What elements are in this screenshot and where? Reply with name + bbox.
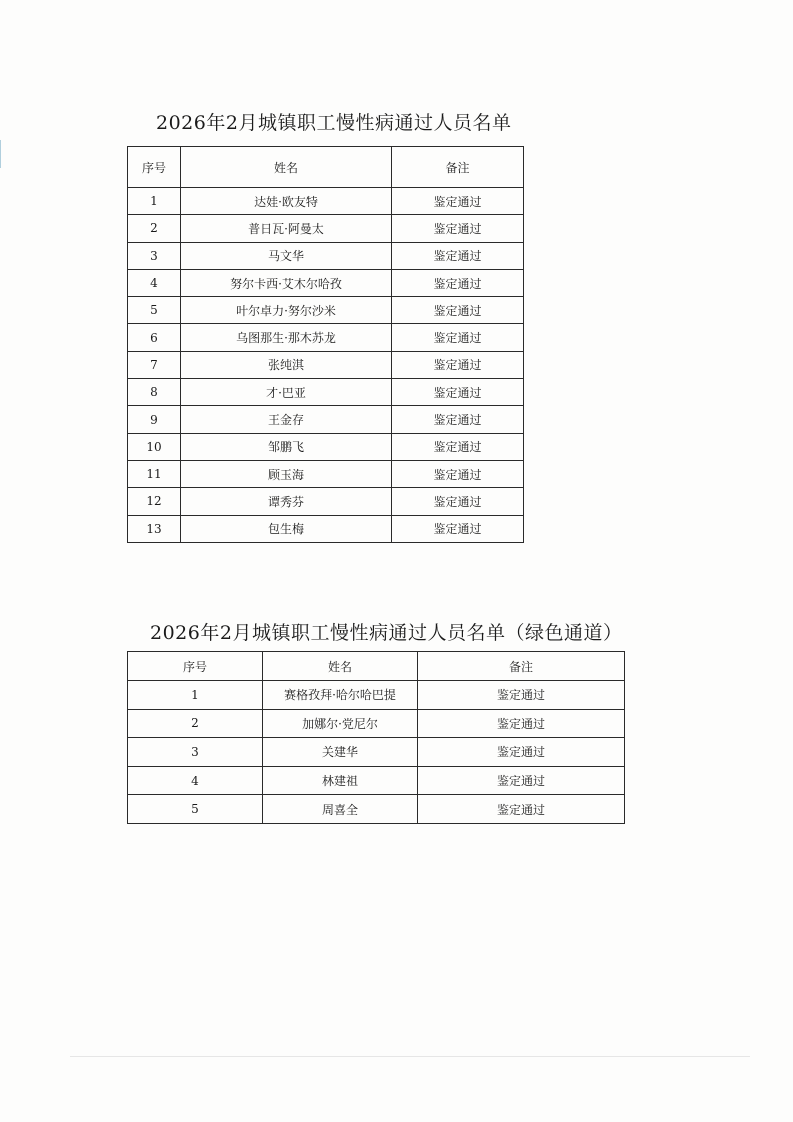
cell-name: 邹鹏飞 <box>181 433 392 460</box>
cell-note: 鉴定通过 <box>392 351 524 378</box>
cell-name: 周喜全 <box>263 795 418 824</box>
header-name: 姓名 <box>181 147 392 188</box>
cell-note: 鉴定通过 <box>418 681 625 710</box>
cell-no: 11 <box>128 460 181 487</box>
cell-no: 5 <box>128 297 181 324</box>
cell-name: 努尔卡西·艾木尔哈孜 <box>181 269 392 296</box>
table-row <box>128 188 524 215</box>
cell-note: 鉴定通过 <box>392 460 524 487</box>
cell-note: 鉴定通过 <box>392 269 524 296</box>
cell-note: 鉴定通过 <box>418 766 625 795</box>
cell-name: 才·巴亚 <box>181 379 392 406</box>
table-header-row <box>128 147 524 188</box>
table-row <box>128 297 524 324</box>
cell-no: 2 <box>128 215 181 242</box>
scan-edge-mark <box>0 140 4 168</box>
cell-no: 8 <box>128 379 181 406</box>
cell-note: 鉴定通过 <box>392 379 524 406</box>
table-row <box>128 738 625 767</box>
cell-no: 3 <box>128 242 181 269</box>
cell-name: 王金存 <box>181 406 392 433</box>
cell-name: 顾玉海 <box>181 460 392 487</box>
table-row <box>128 460 524 487</box>
scan-footer-line <box>70 1056 750 1057</box>
cell-no: 13 <box>128 515 181 542</box>
table-row <box>128 488 524 515</box>
cell-no: 6 <box>128 324 181 351</box>
cell-name: 达娃·欧友特 <box>181 188 392 215</box>
cell-note: 鉴定通过 <box>418 795 625 824</box>
table-row <box>128 215 524 242</box>
cell-name: 赛格孜拜·哈尔哈巴提 <box>263 681 418 710</box>
cell-name: 马文华 <box>181 242 392 269</box>
table-header-row <box>128 652 625 681</box>
table-row <box>128 515 524 542</box>
cell-note: 鉴定通过 <box>392 324 524 351</box>
cell-note: 鉴定通过 <box>418 738 625 767</box>
cell-no: 9 <box>128 406 181 433</box>
cell-no: 1 <box>128 681 263 710</box>
table-row <box>128 681 625 710</box>
cell-name: 包生梅 <box>181 515 392 542</box>
cell-name: 叶尔卓力·努尔沙米 <box>181 297 392 324</box>
cell-no: 4 <box>128 766 263 795</box>
cell-note: 鉴定通过 <box>418 709 625 738</box>
cell-name: 加娜尔·党尼尔 <box>263 709 418 738</box>
table-row <box>128 242 524 269</box>
cell-note: 鉴定通过 <box>392 515 524 542</box>
header-name: 姓名 <box>263 652 418 681</box>
cell-no: 2 <box>128 709 263 738</box>
section1-title: 2026年2月城镇职工慢性病通过人员名单 <box>156 112 512 134</box>
cell-note: 鉴定通过 <box>392 433 524 460</box>
table-row <box>128 795 625 824</box>
cell-no: 1 <box>128 188 181 215</box>
cell-no: 5 <box>128 795 263 824</box>
cell-note: 鉴定通过 <box>392 188 524 215</box>
cell-name: 谭秀芬 <box>181 488 392 515</box>
header-no: 序号 <box>128 147 181 188</box>
table-row <box>128 766 625 795</box>
header-no: 序号 <box>128 652 263 681</box>
cell-note: 鉴定通过 <box>392 297 524 324</box>
cell-name: 张纯淇 <box>181 351 392 378</box>
cell-no: 4 <box>128 269 181 296</box>
header-note: 备注 <box>418 652 625 681</box>
cell-name: 林建祖 <box>263 766 418 795</box>
cell-no: 3 <box>128 738 263 767</box>
cell-no: 10 <box>128 433 181 460</box>
table-row <box>128 406 524 433</box>
cell-name: 乌图那生·那木苏龙 <box>181 324 392 351</box>
cell-note: 鉴定通过 <box>392 242 524 269</box>
table-row <box>128 433 524 460</box>
table-row <box>128 351 524 378</box>
header-note: 备注 <box>392 147 524 188</box>
table-row <box>128 269 524 296</box>
cell-name: 关建华 <box>263 738 418 767</box>
cell-note: 鉴定通过 <box>392 215 524 242</box>
cell-no: 12 <box>128 488 181 515</box>
section2-table <box>127 651 625 824</box>
section2-title: 2026年2月城镇职工慢性病通过人员名单（绿色通道） <box>150 622 623 644</box>
cell-name: 普日瓦·阿曼太 <box>181 215 392 242</box>
section1-table <box>127 146 524 543</box>
cell-note: 鉴定通过 <box>392 488 524 515</box>
table-row <box>128 324 524 351</box>
table-row <box>128 709 625 738</box>
cell-note: 鉴定通过 <box>392 406 524 433</box>
cell-no: 7 <box>128 351 181 378</box>
table-row <box>128 379 524 406</box>
